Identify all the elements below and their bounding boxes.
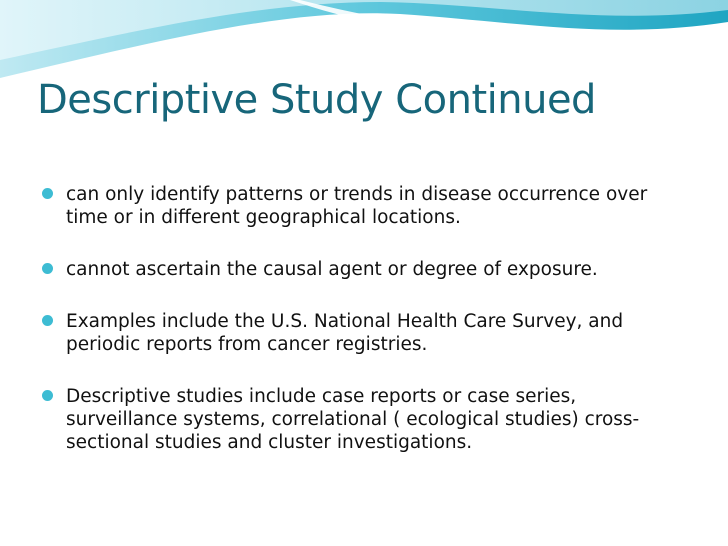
bullet-dot-icon — [42, 390, 53, 401]
list-item — [42, 310, 692, 356]
bullet-dot-icon — [42, 263, 53, 274]
bullet-text: can only identify patterns or trends in disease occurrence over time or in different geographical locations. — [66, 184, 648, 228]
bullet-text: cannot ascertain the causal agent or degree of exposure. — [66, 259, 598, 280]
bullet-text: Examples include the U.S. National Health Care Survey, and periodic reports from cancer registries. — [66, 311, 624, 355]
bullet-dot-icon — [42, 188, 53, 199]
bullet-list — [42, 183, 692, 454]
wave-header-decoration — [0, 0, 728, 80]
bullet-text: Descriptive studies include case reports or case series, surveillance systems, correlational ( ecological studies) cross-sectional studies and cluster investigations. — [66, 386, 640, 453]
list-item — [42, 385, 692, 454]
list-item — [42, 183, 692, 229]
list-item — [42, 258, 692, 281]
slide-title: Descriptive Study Continued — [37, 77, 596, 123]
bullet-dot-icon — [42, 315, 53, 326]
